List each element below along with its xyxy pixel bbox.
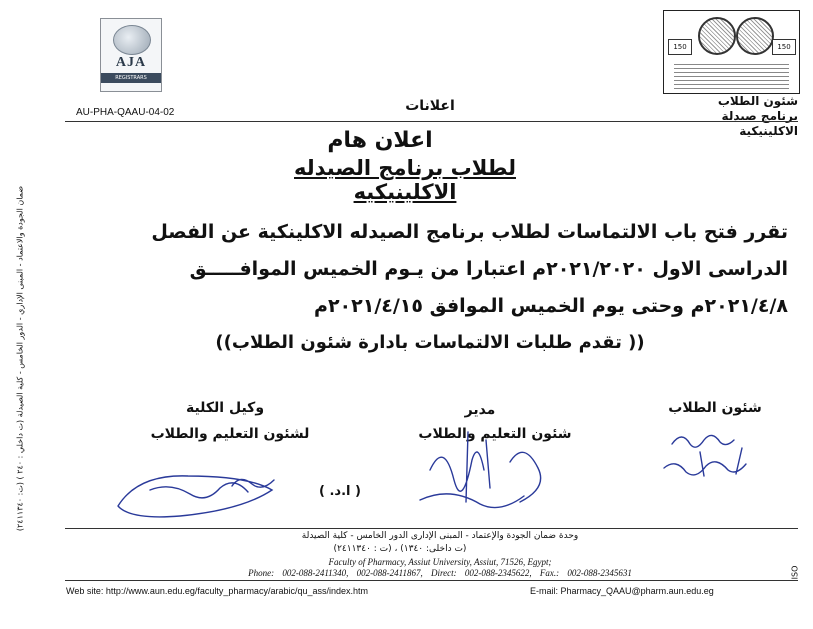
director-label: مدير — [464, 402, 496, 418]
student-affairs-signature — [664, 435, 746, 476]
iso-label: ISO — [790, 565, 800, 580]
vice-dean-department: لشئون التعليم والطلاب — [150, 426, 310, 442]
footer-email: E-mail: Pharmacy_QAAU@pharm.aun.edu.eg — [530, 586, 714, 596]
footer-phones-arabic: (ت داخلى: ١٣٤٠) ، (ت : ٢٤١١٣٤٠) — [333, 544, 467, 554]
announcement-line-2: الدراسى الاول ٢٠٢١/٢٠٢٠م اعتبارا من يـوم الخميس الموافـــــق — [189, 258, 788, 280]
document-code: AU-PHA-QAAU-04-02 — [76, 107, 175, 118]
footer-address: Faculty of Pharmacy, Assiut University, Assiut, 71526, Egypt; — [328, 557, 552, 567]
director-department: شئون التعليم والطلاب — [418, 426, 572, 442]
footer-phones: Phone: 002-088-2411340, 002-088-2411867, Direct: 002-088-2345622, Fax.: 002-088-2345631 — [248, 568, 632, 578]
department-name: شئون الطلاب برنامج صيدلة الاكلينيكية — [717, 94, 798, 138]
iso-mark — [790, 560, 810, 590]
announcement-line-1: تقرر فتح باب الالتماسات لطلاب برنامج الصيدله الاكلينكية عن الفصل — [151, 221, 788, 243]
section-title: اعلانات — [405, 98, 455, 114]
aja-logo-text: AJA — [115, 55, 147, 70]
vice-dean-label: وكيل الكلية — [185, 400, 265, 416]
vice-dean-signature — [118, 476, 274, 517]
student-affairs-label: شئون الطلاب — [668, 400, 762, 416]
announcement-line-4: (( تقدم طلبات الالتماسات بادارة شئون الطلاب)) — [215, 332, 645, 353]
footer-unit-arabic: وحدة ضمان الجودة والإعتماد - المبنى الإدارى الدور الخامس - كلية الصيدلة — [301, 531, 579, 541]
announcement-subtitle: لطلاب برنامج الصيدله الاكلينيكيه — [294, 156, 516, 204]
footer-divider-bottom — [65, 580, 798, 581]
aja-logo-subtext: REGISTRARS — [101, 73, 161, 83]
footer-divider-top — [65, 528, 798, 529]
side-note-text: ضمان الجودة والاعتماد - المبنى الإداري - الدور الخامس - كلية الصيدلة (ت داخلي : ٢٤٠ ) (ت: ٢٤١١٣٤٠) — [15, 185, 25, 532]
anniversary-badge-left: 150 — [668, 39, 692, 55]
vice-dean-title: ( ا.د. ) — [319, 484, 361, 499]
director-signature — [420, 432, 541, 508]
announcement-title: اعلان هام — [327, 128, 433, 153]
footer-website: Web site: http://www.aun.edu.eg/faculty_pharmacy/arabic/qu_ass/index.htm — [66, 586, 368, 596]
anniversary-badge-right: 150 — [772, 39, 796, 55]
announcement-line-3: ٢٠٢١/٤/٨م وحتى يوم الخميس الموافق ٢٠٢١/٤/١٥م — [314, 295, 788, 317]
